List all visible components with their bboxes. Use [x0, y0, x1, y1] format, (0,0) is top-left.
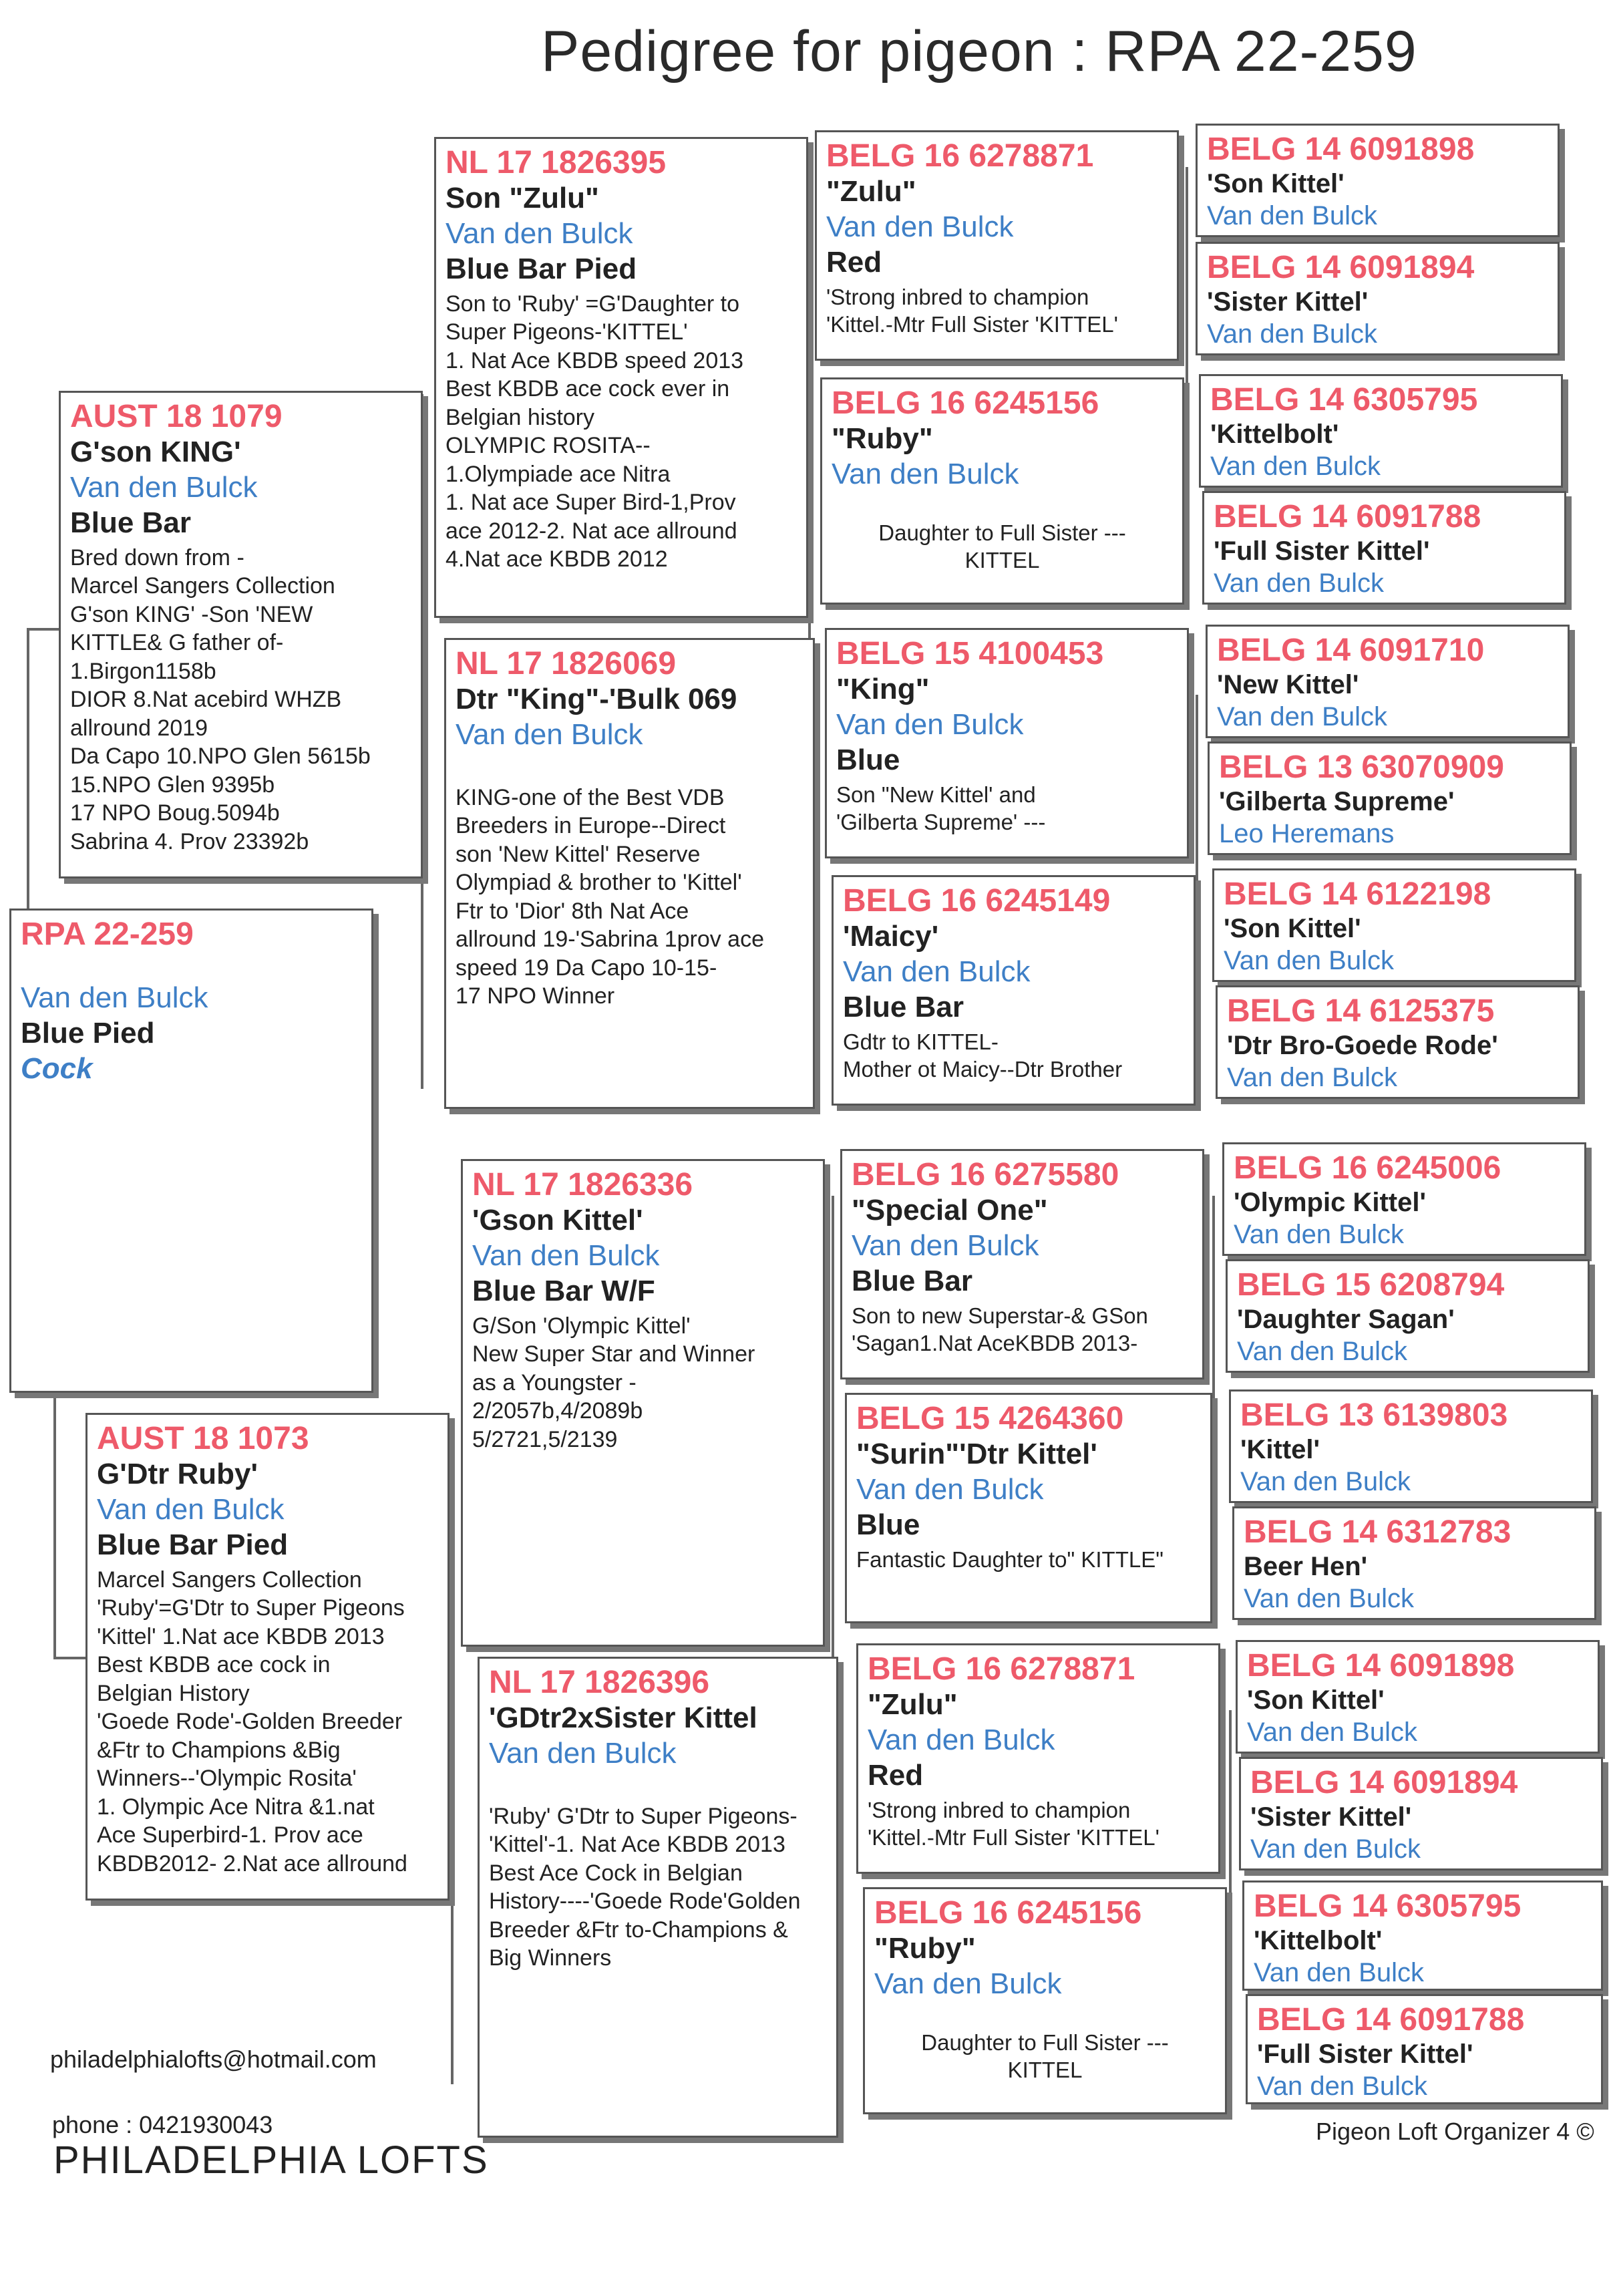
- pigeon-name: "Ruby": [874, 1932, 976, 1965]
- ancestor-card: [1229, 1389, 1593, 1503]
- breeder: Van den Bulck: [856, 1472, 1044, 1506]
- pigeon-name: 'Full Sister Kittel': [1257, 2039, 1473, 2070]
- notes: G/Son 'Olympic Kittel' New Super Star and Winner as a Youngster - 2/2057b,4/2089b 5/2721,5/2139: [472, 1313, 755, 1452]
- breeder: Van den Bulck: [1217, 702, 1387, 732]
- ring-number: BELG 16 6245149: [843, 883, 1111, 919]
- breeder: Van den Bulck: [836, 707, 1024, 741]
- pigeon-name: 'Maicy': [843, 920, 939, 953]
- connector-line: [27, 628, 63, 631]
- pigeon-name: G'son KING': [70, 436, 241, 469]
- ring-number: BELG 13 63070909: [1219, 750, 1504, 785]
- pigeon-name: 'GDtr2xSister Kittel: [489, 1701, 757, 1735]
- pigeon-name: 'Dtr Bro-Goede Rode': [1227, 1031, 1498, 1061]
- connector-line: [1212, 1196, 1215, 1443]
- colour: Blue Bar: [843, 990, 964, 1023]
- ancestor-card: [1199, 374, 1563, 488]
- connector-line: [53, 1657, 90, 1659]
- ring-number: RPA 22-259: [21, 917, 194, 952]
- ring-number: BELG 14 6091788: [1257, 2002, 1525, 2037]
- breeder: Van den Bulck: [843, 955, 1031, 988]
- breeder: Van den Bulck: [1254, 1958, 1424, 1988]
- colour: Red: [868, 1758, 924, 1792]
- ring-number: BELG 14 6305795: [1210, 382, 1478, 418]
- ring-number: BELG 14 6091898: [1247, 1648, 1515, 1683]
- breeder: Van den Bulck: [1247, 1717, 1417, 1748]
- ring-number: BELG 14 6091894: [1250, 1765, 1518, 1800]
- breeder: Van den Bulck: [1210, 452, 1381, 482]
- notes: 'Ruby' G'Dtr to Super Pigeons- 'Kittel'-1. Nat Ace KBDB 2013 Best Ace Cock in Belgian History----'Goede Rode'Golden Breeder &Ftr to-Champions & Big Winners: [489, 1803, 801, 1971]
- ancestor-card: [1242, 1880, 1603, 1991]
- ring-number: BELG 15 4264360: [856, 1401, 1124, 1436]
- pigeon-name: "Ruby": [832, 422, 933, 456]
- great-grandparent-card: [845, 1393, 1212, 1623]
- connector-line: [1196, 695, 1198, 955]
- breeder: Van den Bulck: [97, 1492, 285, 1526]
- pigeon-name: 'Gilberta Supreme': [1219, 787, 1455, 817]
- pigeon-name: "Zulu": [868, 1688, 958, 1721]
- connector-line: [53, 1389, 56, 1657]
- pigeon-name: G'Dtr Ruby': [97, 1458, 258, 1491]
- ring-number: BELG 16 6278871: [826, 138, 1094, 174]
- pigeon-name: 'Son Kittel': [1247, 1685, 1385, 1715]
- ring-number: NL 17 1826396: [489, 1665, 710, 1700]
- ring-number: BELG 15 4100453: [836, 636, 1104, 671]
- notes: Daughter to Full Sister --- KITTEL: [878, 520, 1126, 573]
- pigeon-name: 'Son Kittel': [1224, 914, 1361, 944]
- notes: Daughter to Full Sister --- KITTEL: [921, 2029, 1169, 2083]
- breeder: Van den Bulck: [1250, 1834, 1421, 1864]
- notes: KING-one of the Best VDB Breeders in Europe--Direct son 'New Kittel' Reserve Olympiad & brother to 'Kittel' Ftr to 'Dior' 8th Nat Ace allround 19-'Sabrina 1prov ace speed 19 Da Capo 10-15- 17 NPO Winner: [456, 784, 765, 1009]
- contact-phone: phone : 0421930043: [52, 2111, 273, 2138]
- pigeon-name: Beer Hen': [1244, 1552, 1368, 1582]
- ring-number: BELG 14 6091898: [1207, 132, 1475, 167]
- pigeon-name: 'Sister Kittel': [1250, 1802, 1412, 1832]
- ring-number: BELG 14 6305795: [1254, 1889, 1522, 1924]
- breeder: Van den Bulck: [1257, 2072, 1427, 2102]
- ring-number: AUST 18 1079: [70, 399, 283, 434]
- great-grandparent-card: [832, 875, 1196, 1106]
- breeder: Van den Bulck: [826, 210, 1014, 243]
- pigeon-name: 'Sister Kittel': [1207, 287, 1369, 317]
- connector-line: [1186, 167, 1188, 421]
- breeder: Van den Bulck: [456, 717, 643, 751]
- pigeon-name: Son "Zulu": [445, 182, 599, 215]
- ring-number: BELG 14 6091894: [1207, 250, 1475, 285]
- great-grandparent-card: [825, 628, 1189, 858]
- ancestor-card: [1246, 1994, 1603, 2104]
- ancestor-card: [1208, 742, 1572, 855]
- ring-number: BELG 14 6125375: [1227, 993, 1495, 1029]
- ring-number: BELG 16 6245156: [832, 385, 1099, 421]
- notes: Son to 'Ruby' =G'Daughter to Super Pigeons-'KITTEL' 1. Nat Ace KBDB speed 2013 Best KBDB ace cock ever in Belgian history OLYMPIC ROSITA-- 1.Olympiade ace Nitra 1. Nat ace Super Bird-1,Prov ace 2012-2. Nat ace allround 4.Nat ace KBDB 2012: [445, 291, 744, 572]
- loft-name: PHILADELPHIA LOFTS: [53, 2138, 489, 2182]
- pigeon-name: 'Daughter Sagan': [1237, 1305, 1455, 1335]
- breeder: Van den Bulck: [1234, 1220, 1404, 1250]
- ring-number: BELG 16 6275580: [852, 1157, 1119, 1192]
- grandparent-card: [444, 638, 815, 1109]
- pigeon-name: 'Full Sister Kittel': [1214, 536, 1430, 566]
- great-grandparent-card: [815, 130, 1179, 361]
- ring-number: BELG 16 6245006: [1234, 1150, 1501, 1186]
- breeder: Van den Bulck: [70, 470, 258, 504]
- notes: Marcel Sangers Collection 'Ruby'=G'Dtr to Super Pigeons 'Kittel' 1.Nat ace KBDB 2013 Best KBDB ace cock in Belgian History 'Goede Rode'-Golden Breeder &Ftr to Champions &Big Winners--'Olympic Rosita' 1. Olympic Ace Nitra &1.nat Ace Superbird-1. Prov ace KBDB2012- 2.Nat ace allround: [97, 1567, 407, 1876]
- pigeon-name: 'Kittelbolt': [1210, 420, 1339, 450]
- ring-number: BELG 14 6091788: [1214, 499, 1481, 534]
- breeder: Van den Bulck: [1207, 319, 1377, 349]
- ring-number: NL 17 1826336: [472, 1167, 693, 1202]
- great-grandparent-card: [863, 1887, 1227, 2114]
- connector-line: [1229, 1710, 1232, 2004]
- colour: Blue: [856, 1508, 920, 1541]
- colour: Blue Pied: [21, 1016, 155, 1049]
- great-grandparent-card: [820, 377, 1184, 605]
- pigeon-name: "Surin"'Dtr Kittel': [856, 1438, 1097, 1471]
- breeder: Van den Bulck: [1244, 1584, 1414, 1614]
- ring-number: BELG 15 6208794: [1237, 1267, 1505, 1303]
- sire-card: [59, 391, 423, 878]
- pigeon-name: "Zulu": [826, 175, 916, 208]
- colour: Blue Bar: [852, 1264, 972, 1297]
- breeder: Van den Bulck: [489, 1736, 677, 1770]
- sex: Cock: [21, 1051, 93, 1085]
- notes: 'Strong inbred to champion 'Kittel.-Mtr Full Sister 'KITTEL': [868, 1797, 1159, 1850]
- ring-number: NL 17 1826395: [445, 145, 667, 180]
- ring-number: BELG 14 6091710: [1217, 633, 1485, 668]
- grandparent-card: [461, 1159, 825, 1647]
- subject-pigeon-card: [9, 909, 373, 1393]
- grandparent-card: [434, 137, 808, 618]
- notes: Bred down from - Marcel Sangers Collection G'son KING' -Son 'NEW KITTLE& G father of- 1.Birgon1158b DIOR 8.Nat acebird WHZB allround 2019 Da Capo 10.NPO Glen 5615b 15.NPO Glen 9395b 17 NPO Boug.5094b Sabrina 4. Prov 23392b: [70, 544, 371, 854]
- breeder: Van den Bulck: [1214, 568, 1384, 599]
- ring-number: BELG 14 6312783: [1244, 1514, 1511, 1550]
- ancestor-card: [1226, 1259, 1590, 1373]
- breeder: Van den Bulck: [472, 1239, 660, 1272]
- pigeon-name: 'Olympic Kittel': [1234, 1188, 1426, 1218]
- breeder: Van den Bulck: [21, 981, 208, 1015]
- pigeon-name: 'Gson Kittel': [472, 1204, 643, 1237]
- notes: 'Strong inbred to champion 'Kittel.-Mtr Full Sister 'KITTEL': [826, 284, 1118, 337]
- ancestor-card: [1202, 491, 1566, 605]
- breeder: Van den Bulck: [1224, 946, 1394, 976]
- pigeon-name: "Special One": [852, 1194, 1048, 1227]
- ancestor-card: [1206, 625, 1570, 738]
- ring-number: BELG 13 6139803: [1240, 1398, 1508, 1433]
- breeder: Van den Bulck: [874, 1967, 1062, 2000]
- breeder: Van den Bulck: [1240, 1467, 1411, 1497]
- pigeon-name: 'New Kittel': [1217, 670, 1359, 700]
- ancestor-card: [1196, 124, 1560, 237]
- pigeon-name: 'Son Kittel': [1207, 169, 1345, 199]
- ancestor-card: [1196, 242, 1560, 355]
- breeder: Van den Bulck: [852, 1228, 1039, 1262]
- grandparent-card: [478, 1657, 838, 2138]
- contact-email: philadelphialofts@hotmail.com: [50, 2045, 377, 2073]
- ancestor-card: [1232, 1506, 1596, 1620]
- notes: Son to new Superstar-& GSon 'Sagan1.Nat AceKBDB 2013-: [852, 1303, 1148, 1355]
- connector-line: [27, 628, 29, 909]
- breeder: Van den Bulck: [832, 457, 1019, 490]
- colour: Blue Bar: [70, 506, 191, 539]
- colour: Blue: [836, 743, 900, 776]
- dam-card: [85, 1413, 450, 1901]
- ancestor-card: [1239, 1757, 1603, 1870]
- pigeon-name: 'Kittelbolt': [1254, 1926, 1383, 1956]
- ancestor-card: [1212, 868, 1576, 982]
- ring-number: AUST 18 1073: [97, 1421, 309, 1456]
- pigeon-name: "King": [836, 673, 930, 706]
- pigeon-name: Dtr "King"-'Bulk 069: [456, 683, 737, 716]
- breeder: Van den Bulck: [868, 1723, 1055, 1756]
- notes: Son "New Kittel' and 'Gilberta Supreme' ---: [836, 782, 1046, 834]
- ring-number: BELG 14 6122198: [1224, 876, 1491, 912]
- breeder: Van den Bulck: [1227, 1063, 1397, 1093]
- software-credit: Pigeon Loft Organizer 4 ©: [1316, 2118, 1594, 2145]
- great-grandparent-card: [856, 1643, 1220, 1874]
- connector-line: [451, 1443, 454, 2084]
- ancestor-card: [1222, 1142, 1586, 1256]
- colour: Red: [826, 245, 882, 279]
- colour: Blue Bar Pied: [445, 252, 637, 285]
- ring-number: NL 17 1826069: [456, 646, 677, 681]
- notes: Gdtr to KITTEL- Mother ot Maicy--Dtr Brother: [843, 1029, 1123, 1082]
- pigeon-name: 'Kittel': [1240, 1435, 1320, 1465]
- breeder: Leo Heremans: [1219, 819, 1395, 849]
- breeder: Van den Bulck: [1207, 201, 1377, 231]
- ring-number: BELG 16 6278871: [868, 1651, 1135, 1687]
- breeder: Van den Bulck: [1237, 1337, 1407, 1367]
- colour: Blue Bar W/F: [472, 1274, 655, 1307]
- notes: Fantastic Daughter to" KITTLE": [856, 1546, 1164, 1572]
- ancestor-card: [1216, 985, 1580, 1099]
- colour: Blue Bar Pied: [97, 1528, 289, 1561]
- great-grandparent-card: [840, 1149, 1204, 1379]
- page-title: Pedigree for pigeon : RPA 22-259: [541, 19, 1417, 84]
- ancestor-card: [1236, 1640, 1600, 1754]
- ring-number: BELG 16 6245156: [874, 1895, 1142, 1931]
- breeder: Van den Bulck: [445, 216, 633, 250]
